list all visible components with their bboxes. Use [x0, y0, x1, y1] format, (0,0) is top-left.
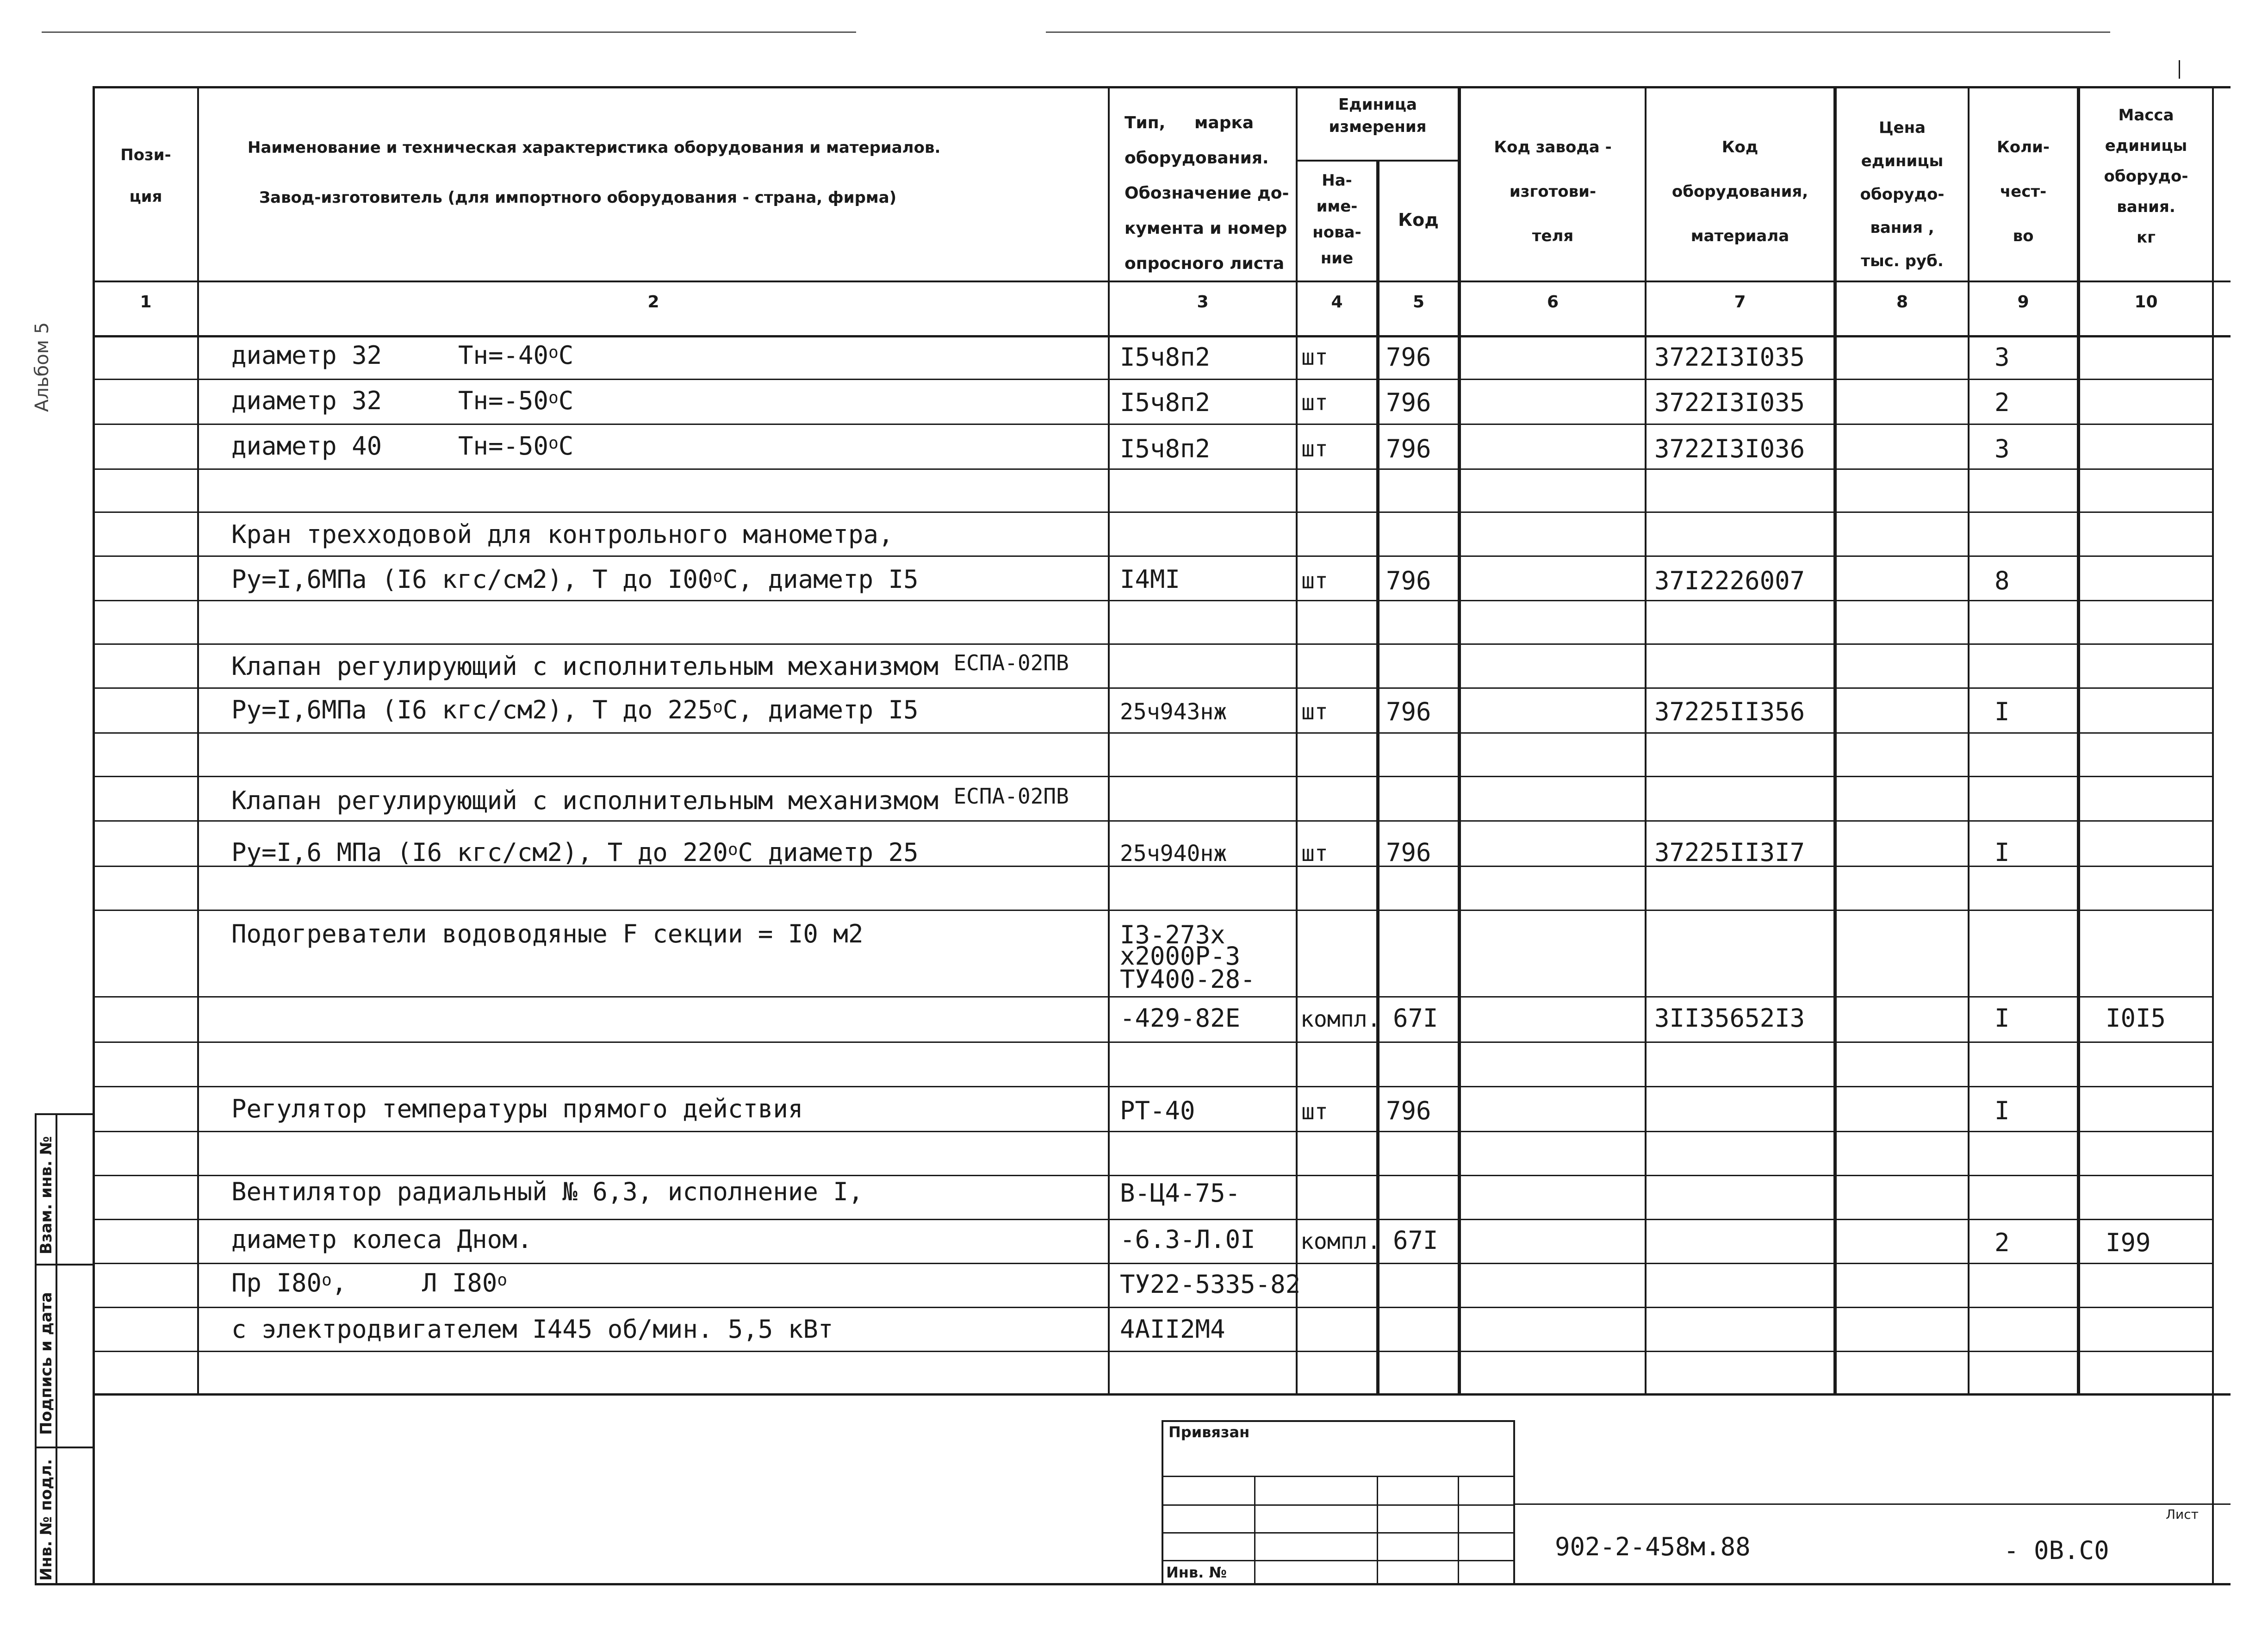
row1-mat: 3722I3I035	[1654, 343, 1805, 372]
privyazan-label: Привязан	[1168, 1423, 1250, 1441]
header-equip-code: Код оборудования, материала	[1671, 138, 1808, 245]
reg-code: 796	[1386, 1096, 1431, 1125]
podogr-line1: Подогреватели водоводяные F секции = I0 м2	[231, 919, 864, 948]
header-mass: Масса единицы оборудо- вания. кг	[2104, 106, 2188, 247]
row3-type: I5ч8п2	[1120, 434, 1211, 463]
podogr-code: 67I	[1393, 1004, 1438, 1033]
col-num-6: 6	[1547, 293, 1559, 312]
vent-type2: -6.3-Л.0I	[1120, 1225, 1255, 1254]
row3-temp: $Тн=-50^oС$	[458, 431, 574, 461]
col-num-10: 10	[2134, 293, 2158, 312]
inv-no-label: Инв. №	[1166, 1564, 1227, 1581]
kran-unit: шт	[1301, 568, 1328, 594]
row1-name: диаметр 32	[231, 341, 382, 370]
podogr-type3: ТУ400-28-	[1120, 965, 1255, 994]
reg-qty: I	[1995, 1096, 2010, 1125]
header-price: Цена единицы оборудо- вания , тыс. руб.	[1860, 118, 1945, 270]
row2-code: 796	[1386, 388, 1431, 417]
klapan2-unit: шт	[1301, 841, 1328, 867]
vent-line2: диаметр колеса Дном.	[231, 1225, 533, 1254]
header-unit-name: На- име- нова- ние	[1312, 171, 1361, 268]
side-vzam-inv: Взам. инв. №	[37, 1136, 56, 1254]
kran-line1: Кран трехходовой для контрольного манометра,	[231, 520, 894, 549]
row3-unit: шт	[1301, 436, 1328, 462]
row2-temp: $Тн=-50^oС$	[458, 386, 574, 415]
col-num-1: 1	[140, 293, 152, 312]
vent-line1: Вентилятор радиальный № 6,3, исполнение I,	[231, 1177, 864, 1206]
podogr-type2: х2000Р-3	[1120, 942, 1241, 971]
sheet-code: - 0В.С0	[2004, 1536, 2109, 1565]
row2-mat: 3722I3I035	[1654, 388, 1805, 417]
row3-qty: 3	[1995, 434, 2010, 463]
reg-type: РТ-40	[1120, 1096, 1195, 1125]
vent-line4: с электродвигателем I445 об/мин. 5,5 кВт	[231, 1315, 833, 1344]
reg-unit: шт	[1301, 1099, 1328, 1125]
podogr-type4: -429-82Е	[1120, 1004, 1241, 1033]
document-code: 902-2-458м.88	[1555, 1532, 1751, 1561]
list-label: Лист	[2166, 1507, 2199, 1522]
header-name-line2: Завод-изготовитель (для импортного оборудования - страна, фирма)	[259, 188, 897, 207]
row2-qty: 2	[1995, 388, 2010, 417]
frame-bottom	[35, 1583, 2231, 1585]
klapan1-unit: шт	[1301, 699, 1328, 725]
header-position: Пози- ция	[120, 146, 171, 206]
kran-type: I4MI	[1120, 565, 1181, 594]
vent-unit: компл.	[1300, 1228, 1381, 1254]
podogr-qty: I	[1995, 1004, 2010, 1033]
vent-type4: 4АII2М4	[1120, 1315, 1225, 1344]
klapan1-code: 796	[1386, 697, 1431, 726]
header-type: Тип, марка оборудования. Обозначение до- кумента и номер опросного листа	[1125, 113, 1289, 273]
row1-code: 796	[1386, 343, 1431, 372]
vent-qty: 2	[1995, 1228, 2010, 1257]
col-num-4: 4	[1331, 293, 1343, 312]
vent-type3: ТУ22-5335-82	[1120, 1270, 1301, 1299]
frame-table-bottom	[93, 1393, 2231, 1396]
row2-name: диаметр 32	[231, 386, 382, 415]
row1-unit: шт	[1301, 344, 1328, 370]
frame-top	[93, 86, 2231, 88]
klapan2-line1: Клапан регулирующий с исполнительным механизмом ЕСПА-02ПВ	[231, 784, 1069, 815]
col-num-5: 5	[1412, 293, 1425, 312]
frame-numbers-bottom	[93, 335, 2231, 337]
header-qty: Коли- чест- во	[1997, 138, 2050, 245]
klapan2-line2: Ру=I,6 МПа (I6 кгс/см2), Т до 220$^o$С диаметр 25	[231, 838, 919, 867]
row3-mat: 3722I3I036	[1654, 434, 1805, 463]
row1-type: I5ч8п2	[1120, 343, 1211, 372]
kran-line2: Ру=I,6МПа (I6 кгс/см2), Т до I00$^o$С, диаметр I5	[231, 565, 919, 594]
klapan2-type: 25ч940нж	[1120, 841, 1227, 867]
row2-unit: шт	[1301, 390, 1328, 416]
kran-mat: 37I2226007	[1654, 566, 1805, 595]
header-unit: Единица измерения	[1329, 95, 1427, 136]
podogr-unit: компл.	[1300, 1006, 1381, 1032]
col-num-2: 2	[647, 293, 659, 312]
podogr-mat: 3II35652I3	[1654, 1004, 1805, 1033]
kran-code: 796	[1386, 566, 1431, 595]
col-num-3: 3	[1197, 293, 1209, 312]
row3-code: 796	[1386, 434, 1431, 463]
klapan2-code: 796	[1386, 838, 1431, 867]
podogr-type1: I3-273х	[1120, 920, 1225, 949]
side-podpis: Подпись и дата	[37, 1292, 56, 1435]
vent-type1: В-Ц4-75-	[1120, 1179, 1241, 1208]
vent-line3: Пр I80$^o$, Л I80$^o$	[231, 1268, 508, 1297]
header-plant-code: Код завода - изготови- теля	[1494, 138, 1612, 245]
row1-qty: 3	[1995, 343, 2010, 372]
podogr-mass: I0I5	[2106, 1004, 2166, 1033]
klapan1-mat: 37225II356	[1654, 697, 1805, 726]
row3-name: диаметр 40	[231, 431, 382, 461]
vent-code: 67I	[1393, 1226, 1438, 1255]
row2-type: I5ч8п2	[1120, 388, 1211, 417]
row1-temp: $Тн=-40^oС$	[458, 341, 574, 370]
header-unit-code: Код	[1398, 210, 1439, 230]
klapan1-qty: I	[1995, 697, 2010, 726]
col-num-7: 7	[1734, 293, 1746, 312]
reg-name: Регулятор температуры прямого действия	[231, 1094, 803, 1123]
col-num-8: 8	[1896, 293, 1908, 312]
side-inv-podl: Инв. № подл.	[37, 1459, 56, 1581]
header-name-line1: Наименование и техническая характеристика оборудования и материалов.	[248, 138, 941, 157]
side-album: Альбом 5	[31, 322, 53, 412]
kran-qty: 8	[1995, 566, 2010, 595]
klapan2-mat: 37225II3I7	[1654, 838, 1805, 867]
klapan1-line1: Клапан регулирующий с исполнительным механизмом ЕСПА-02ПВ	[231, 650, 1069, 681]
col-num-9: 9	[2017, 293, 2029, 312]
klapan1-type: 25ч943нж	[1120, 699, 1227, 725]
vent-mass: I99	[2106, 1228, 2151, 1257]
klapan2-qty: I	[1995, 838, 2010, 867]
klapan1-line2: Ру=I,6МПа (I6 кгс/см2), Т до 225$^o$С, диаметр I5	[231, 695, 919, 724]
